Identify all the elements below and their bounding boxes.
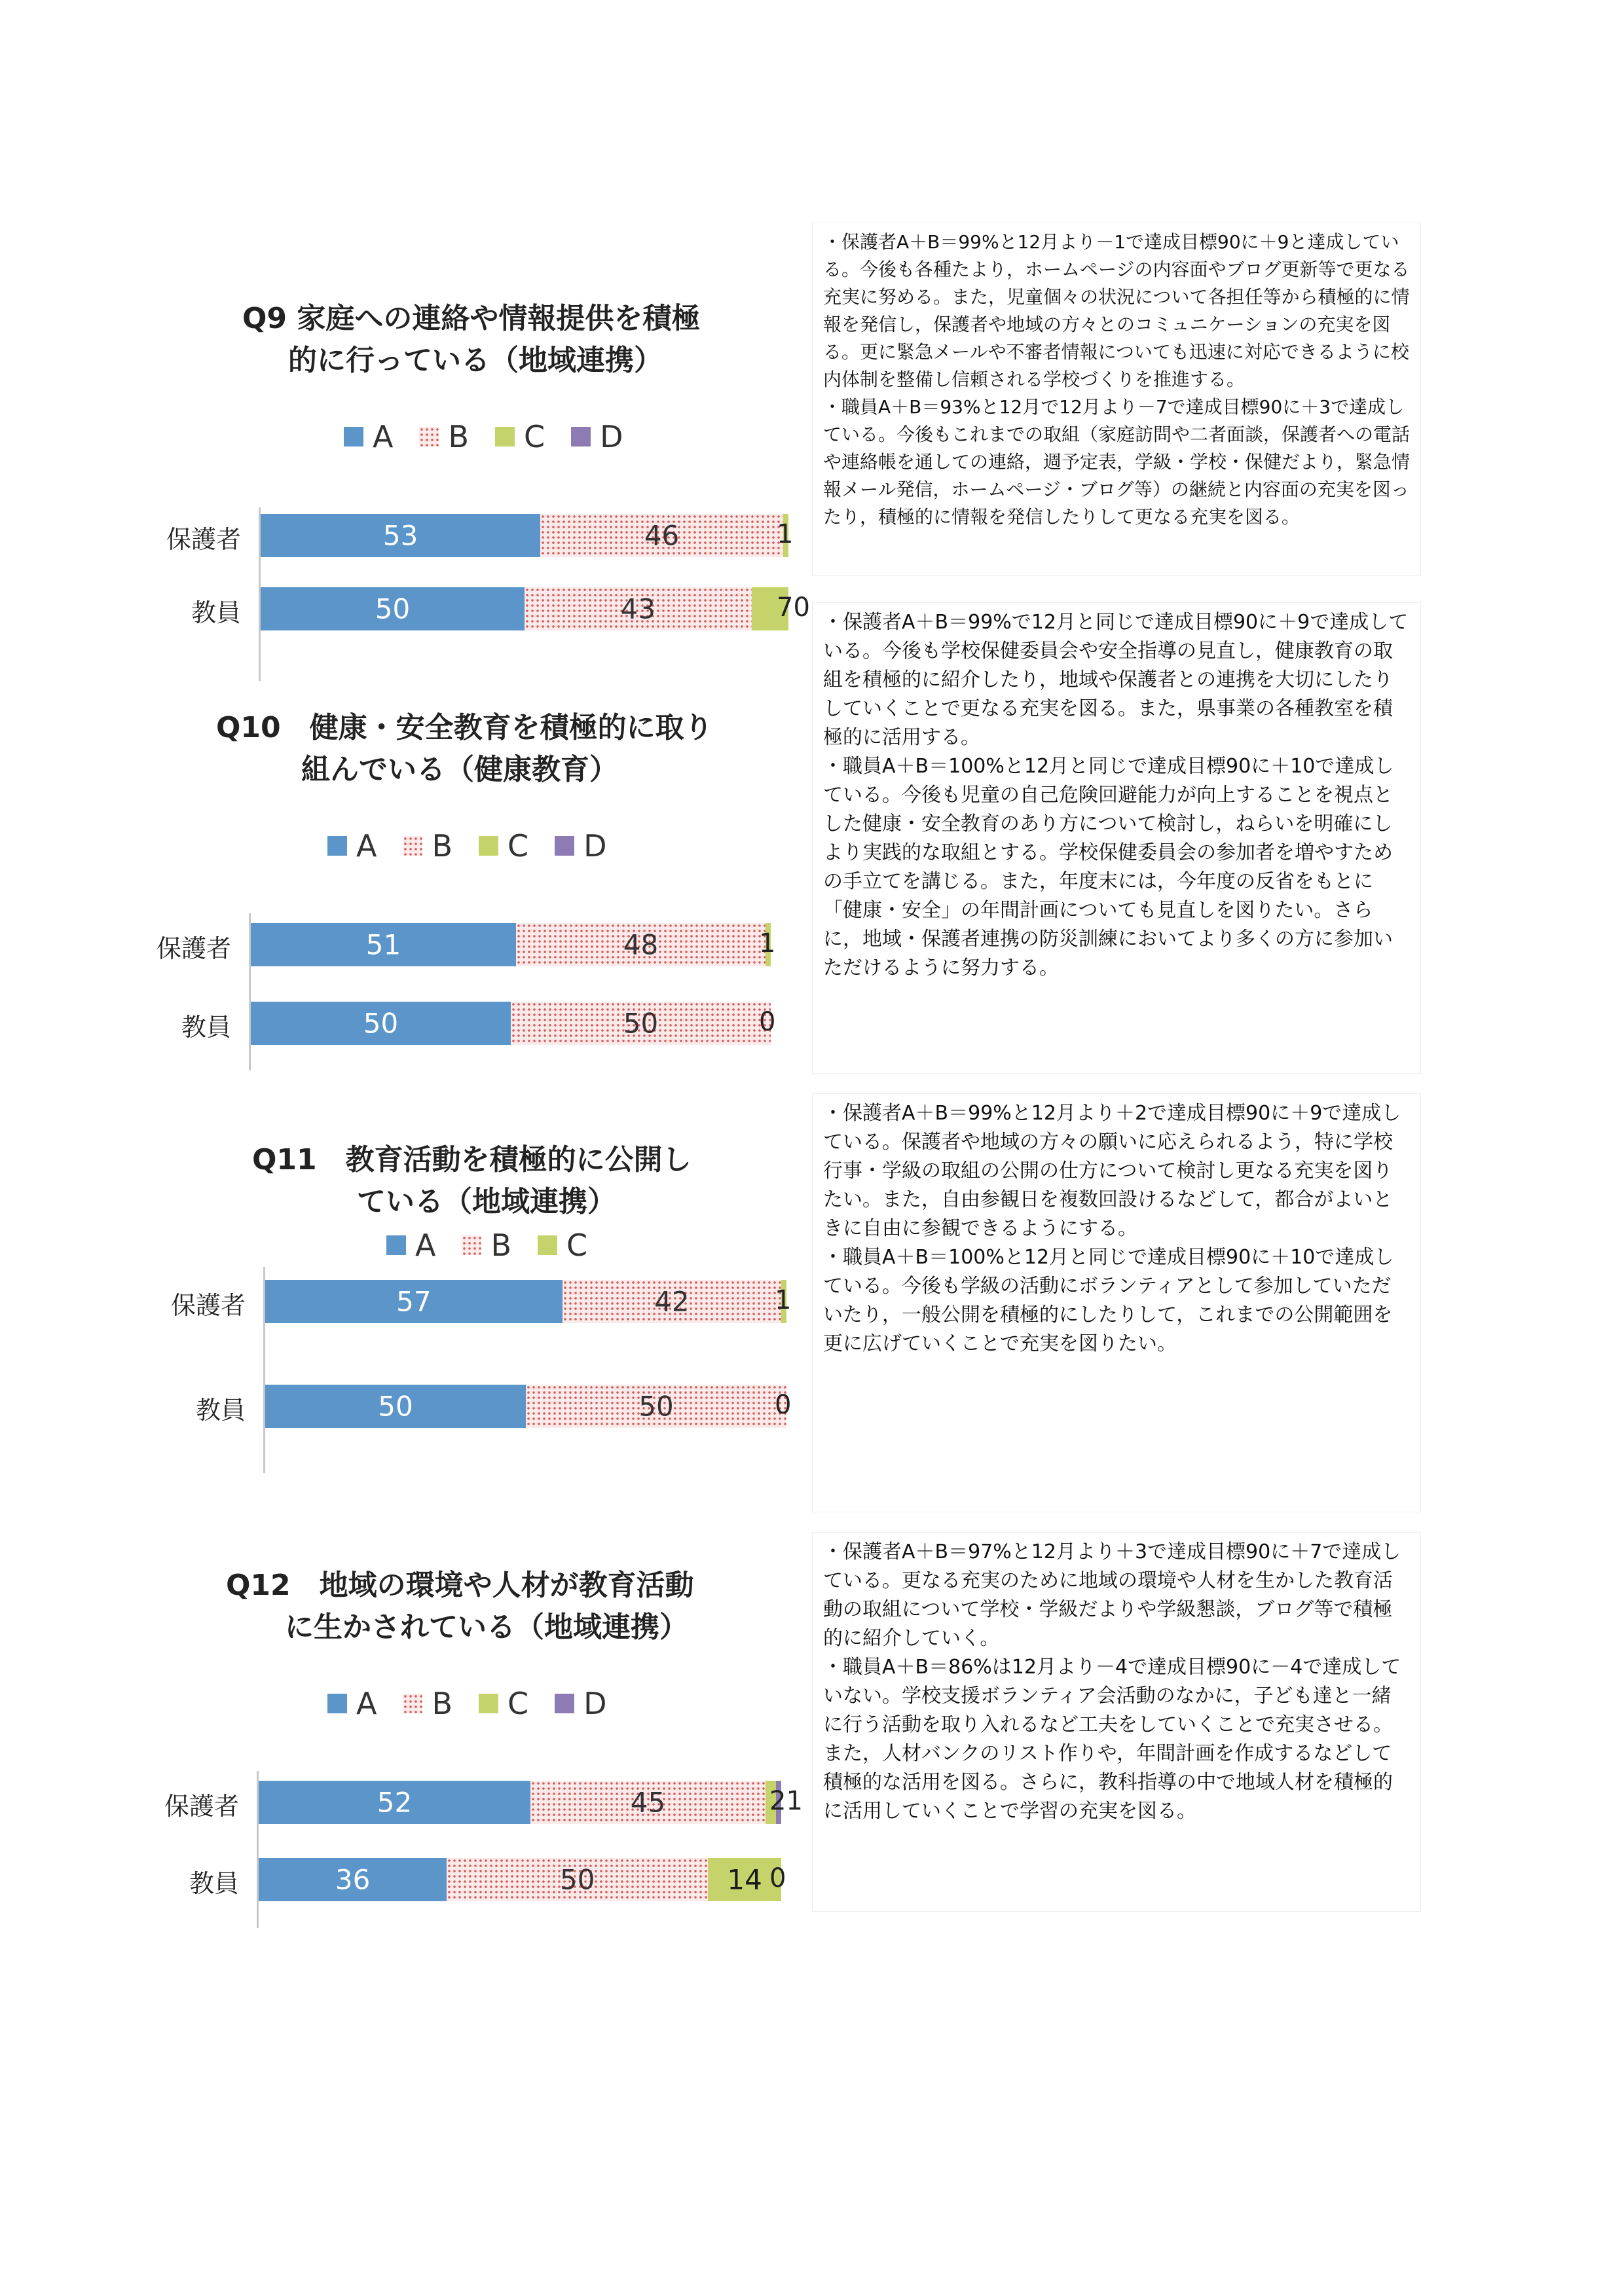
legend-label-b: B — [432, 1686, 453, 1721]
row-label-parents: 保護者 — [156, 934, 231, 963]
legend-label-a: A — [356, 1686, 377, 1721]
bar-segment-a — [251, 1002, 511, 1045]
legend-item-b — [403, 828, 452, 864]
comment-q10 — [812, 602, 1421, 1074]
legend-swatch-b — [462, 1235, 481, 1255]
legend-label-d: D — [600, 419, 623, 454]
data-label-b: 50 — [560, 1863, 595, 1896]
legend-label-b: B — [432, 828, 453, 864]
bar-segment-b — [516, 923, 766, 966]
legend-label-d: D — [583, 828, 607, 864]
legend-swatch-a — [386, 1235, 406, 1255]
bar-segment-a — [251, 923, 516, 966]
comment-q12-parent: ・保護者A＋B＝97%と12月より＋3で達成目標90に＋7で達成している。更なる充実のために地域の環境や人材を生かした教育活動の取組について学校・学級だよりや学級懇談，ブログ等で積極的に紹介していく。 — [823, 1540, 1401, 1650]
comment-q10-staff: ・職員A＋B＝100%と12月と同じで達成目標90に＋10で達成している。今後も児童の自己危険回避能力が向上することを視点とした健康・安全教育のあり方について検討し，ねらいを明確にしより実践的な取組とする。学校保健委員会の参加者を増やすための手立てを講じる。また，年度末には，今年度の反省をもとに「健康・安全」の年間計画についても見直しを図りたい。さらに，地域・保護者連携の防災訓練においてより多くの方に参加いただけるように努力する。 — [823, 755, 1394, 979]
legend-swatch-b — [419, 427, 439, 446]
legend-item-d — [571, 419, 623, 454]
row-label-parents: 保護者 — [170, 1291, 246, 1320]
bar-teachers — [265, 1385, 786, 1428]
bar-parents — [251, 923, 771, 966]
data-label-tail: 0 — [775, 1390, 792, 1420]
bar-segment-a — [259, 1858, 447, 1901]
legend-swatch-a — [327, 836, 347, 856]
data-label-a: 36 — [335, 1863, 371, 1896]
legend-swatch-c — [495, 427, 515, 446]
legend-swatch-b — [403, 1694, 422, 1713]
comment-q10-parent: ・保護者A＋B＝99%で12月と同じで達成目標90に＋9で達成している。今後も学校保健委員会や安全指導の見直し，健康教育の取組を積極的に紹介したり，地域や保護者との連携を大切にしたりしていくことで更なる充実を図る。また，県事業の各種教室を積極的に活用する。 — [823, 611, 1409, 749]
bar-segment-b — [563, 1280, 781, 1323]
bar-segment-b — [447, 1858, 708, 1901]
legend-item-a — [344, 419, 393, 454]
chart-title-q9-line1: Q9 家庭への連絡や情報提供を積極 — [242, 302, 701, 335]
chart-title-q11-line1: Q11 教育活動を積極的に公開し — [252, 1143, 692, 1176]
legend-swatch-d — [555, 836, 574, 856]
data-label-b: 48 — [623, 928, 659, 961]
legend-item-c — [479, 1686, 528, 1721]
legend-item-c — [495, 419, 545, 454]
comment-q9-parent: ・保護者A＋B＝99%と12月より－1で達成目標90に＋9と達成している。今後も各種たより，ホームページの内容面やブログ更新等で更なる充実に努める。また，児童個々の状況について各担任等から積極的に情報を発信し，保護者や地域の方々とのコミュニケーションの充実を図る。更に緊急メールや不審者情報についても迅速に対応できるように校内体制を整備し信頼される学校づくりを推進する。 — [823, 231, 1410, 390]
legend-label-b: B — [490, 1228, 512, 1263]
legend-label-a: A — [415, 1228, 436, 1263]
bar-segment-b — [540, 514, 783, 557]
data-label-b: 42 — [654, 1285, 690, 1318]
legend-item-a — [386, 1228, 435, 1263]
legend-label-c: C — [507, 828, 529, 864]
legend-q10 — [327, 828, 633, 864]
row-label-teachers: 教員 — [191, 598, 241, 627]
data-label-tail: 70 — [777, 592, 810, 623]
row-label-teachers: 教員 — [195, 1396, 246, 1425]
data-label-b: 50 — [638, 1390, 674, 1423]
bar-parents — [259, 1781, 781, 1824]
legend-item-d — [555, 828, 606, 864]
bar-segment-b — [525, 587, 752, 630]
legend-label-b: B — [448, 419, 470, 454]
legend-item-a — [327, 1686, 377, 1721]
data-label-tail: 1 — [759, 928, 776, 958]
comment-q11-staff: ・職員A＋B＝100%と12月と同じで達成目標90に＋10で達成している。今後も学級の活動にボランティアとして参加していただいたり，一般公開を積極的にしたりして，これまでの公開範囲を更に広げていくことで充実を図りたい。 — [823, 1246, 1394, 1355]
data-label-b: 50 — [623, 1007, 659, 1040]
data-label-tail: 1 — [777, 519, 794, 549]
legend-label-c: C — [524, 419, 545, 454]
data-label-a: 53 — [382, 519, 418, 552]
bar-segment-a — [265, 1280, 563, 1323]
chart-title-q9 — [242, 298, 700, 382]
data-label-tail: 0 — [769, 1863, 786, 1893]
bar-parents — [265, 1280, 786, 1323]
comment-q12 — [812, 1532, 1421, 1912]
chart-title-q11-line2: ている（地域連携） — [357, 1185, 616, 1218]
data-label-a: 51 — [365, 928, 401, 961]
legend-q12 — [327, 1686, 633, 1721]
chart-title-q12-line1: Q12 地域の環境や人材が教育活動 — [226, 1569, 694, 1602]
legend-swatch-c — [479, 1694, 498, 1713]
legend-item-c — [538, 1228, 587, 1263]
legend-label-c: C — [507, 1686, 529, 1721]
bar-teachers — [259, 1858, 781, 1901]
data-label-a: 50 — [363, 1007, 399, 1040]
chart-title-q11 — [252, 1139, 692, 1223]
comment-q11-parent: ・保護者A＋B＝99%と12月より＋2で達成目標90に＋9で達成している。保護者や地域の方々の願いに応えられるよう，特に学校行事・学級の取組の公開の仕方について検討し更なる充実を図りたい。また，自由参観日を複数回設けるなどして，都合がよいときに自由に参観できるようにする。 — [823, 1102, 1401, 1240]
chart-title-q10-line2: 組んでいる（健康教育） — [301, 753, 618, 786]
bar-segment-a — [261, 587, 525, 630]
legend-item-b — [419, 419, 469, 454]
legend-q11 — [386, 1228, 614, 1263]
data-label-b: 45 — [630, 1786, 666, 1819]
legend-swatch-c — [479, 836, 498, 856]
comment-q12-staff: ・職員A＋B＝86%は12月より－4で達成目標90に－4で達成していない。学校支援ボランティア会活動のなかに，子ども達と一緒に行う活動を取り入れるなど工夫をしていくことで充実させる。また，人材バンクのリスト作りや，年間計画を作成するなどして積極的な活用を図る。さらに，教科指導の中で地域人材を積極的に活用していくことで学習の充実を図る。 — [823, 1656, 1401, 1823]
legend-label-a: A — [356, 828, 377, 864]
row-label-parents: 保護者 — [164, 1792, 239, 1821]
legend-item-d — [555, 1686, 606, 1721]
data-label-b: 46 — [644, 519, 680, 552]
legend-item-c — [479, 828, 528, 864]
legend-q9 — [344, 419, 650, 454]
legend-swatch-c — [538, 1235, 557, 1255]
legend-swatch-b — [403, 836, 422, 856]
chart-title-q12-line2: に生かされている（地域連携） — [285, 1611, 688, 1644]
chart-title-q10 — [216, 707, 713, 791]
legend-label-d: D — [583, 1686, 607, 1721]
legend-swatch-a — [344, 427, 363, 446]
chart-title-q9-line2: 的に行っている（地域連携） — [288, 344, 663, 377]
bar-segment-b — [511, 1002, 771, 1045]
legend-swatch-a — [327, 1694, 347, 1713]
bar-segment-a — [261, 514, 540, 557]
bar-segment-a — [259, 1781, 530, 1824]
chart-title-q12 — [226, 1565, 694, 1649]
row-label-teachers: 教員 — [189, 1869, 239, 1898]
bar-segment-a — [265, 1385, 526, 1428]
legend-item-b — [403, 1686, 452, 1721]
comment-q9 — [812, 223, 1421, 576]
legend-item-b — [462, 1228, 511, 1263]
data-label-c: 14 — [727, 1863, 762, 1896]
bar-teachers — [261, 587, 788, 630]
comment-q9-staff: ・職員A＋B＝93%と12月で12月より－7で達成目標90に＋3で達成している。今後もこれまでの取組（家庭訪問や二者面談，保護者への電話や連絡帳を通しての連絡，週予定表，学級・学校・保健だより，緊急情報メール発信，ホームページ・ブログ等）の継続と内容面の充実を図ったり，積極的に情報を発信したりして更なる充実を図る。 — [823, 396, 1411, 528]
legend-swatch-d — [571, 427, 591, 446]
data-label-b: 43 — [620, 592, 656, 625]
row-label-teachers: 教員 — [181, 1013, 231, 1042]
data-label-a: 52 — [377, 1786, 413, 1819]
bar-parents — [261, 514, 788, 557]
data-label-a: 50 — [375, 592, 411, 625]
legend-label-a: A — [373, 419, 394, 454]
legend-item-a — [327, 828, 377, 864]
legend-label-c: C — [566, 1228, 588, 1263]
bar-segment-b — [530, 1781, 766, 1824]
data-label-a: 57 — [396, 1285, 432, 1318]
data-label-tail: 0 — [759, 1007, 776, 1037]
chart-title-q10-line1: Q10 健康・安全教育を積極的に取り — [216, 711, 713, 744]
row-label-parents: 保護者 — [166, 525, 241, 554]
legend-swatch-d — [555, 1694, 574, 1713]
comment-q11 — [812, 1093, 1421, 1512]
data-label-a: 50 — [378, 1390, 413, 1423]
data-label-tail: 21 — [769, 1786, 803, 1816]
data-label-tail: 1 — [775, 1285, 792, 1315]
bar-segment-b — [526, 1385, 786, 1428]
bar-teachers — [251, 1002, 771, 1045]
